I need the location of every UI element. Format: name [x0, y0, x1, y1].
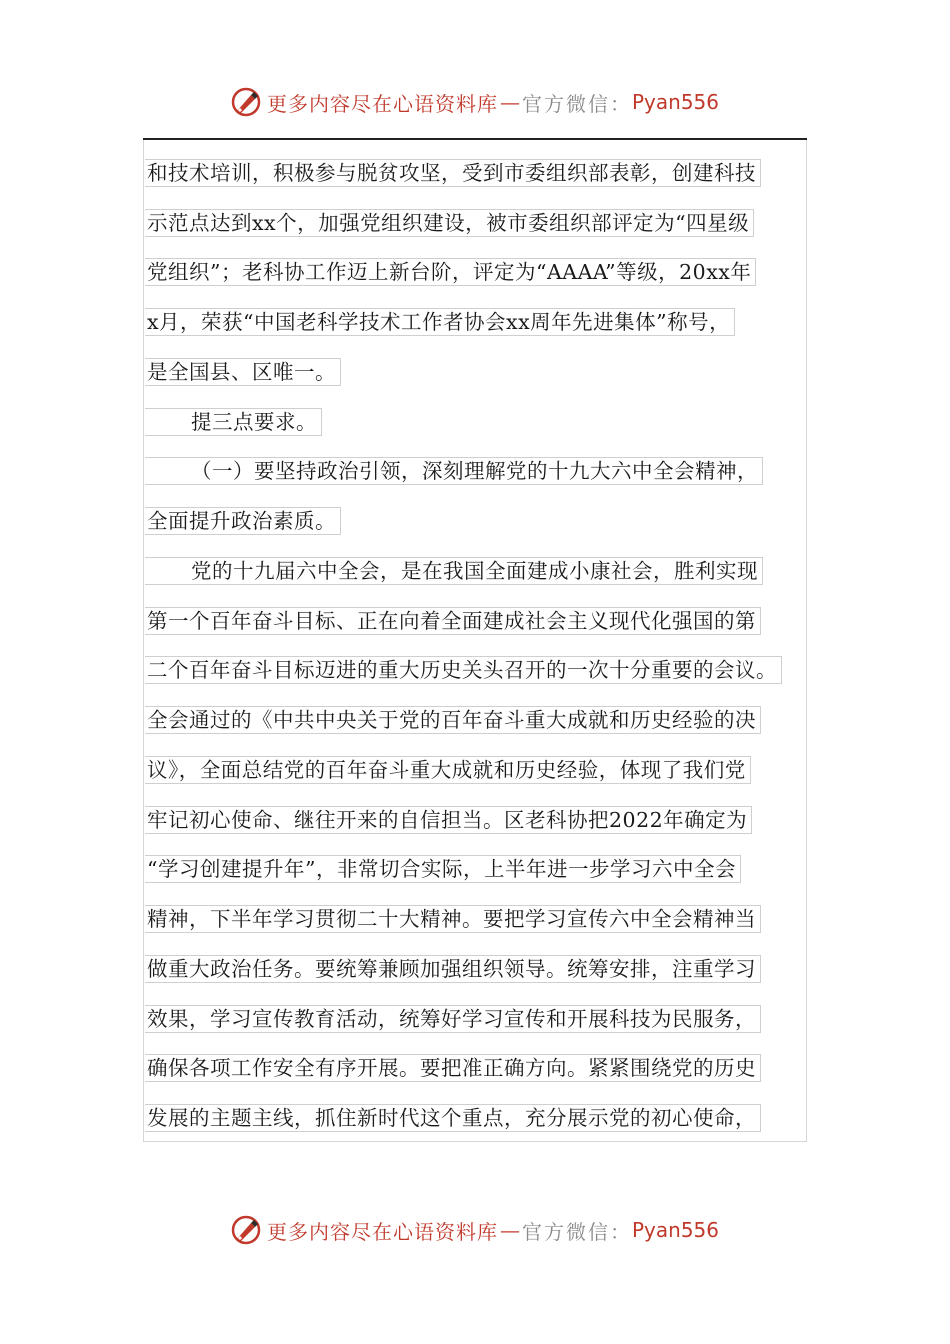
text-line: 做重大政治任务。要统筹兼顾加强组织领导。统筹安排，注重学习 — [145, 955, 761, 983]
text-line: 全面提升政治素质。 — [145, 507, 341, 535]
pen-nib-logo-icon — [231, 1215, 261, 1245]
text-line: 议》，全面总结党的百年奋斗重大成就和历史经验，体现了我们党 — [145, 756, 751, 784]
text-line: 是全国县、区唯一。 — [145, 358, 341, 386]
text-line: 提三点要求。 — [145, 408, 322, 436]
text-line: 全会通过的《中共中央关于党的百年奋斗重大成就和历史经验的决 — [145, 706, 761, 734]
footer-banner — [0, 1208, 950, 1252]
wechat-label: 官方微信： — [521, 1219, 632, 1244]
banner-dash: — — [499, 1218, 520, 1242]
site-slogan: 更多内容尽在心语资料库 — [266, 91, 498, 116]
text-line: 第一个百年奋斗目标、正在向着全面建成社会主义现代化强国的第 — [145, 607, 761, 635]
text-line: x月，荣获“中国老科学技术工作者协会xx周年先进集体”称号， — [145, 308, 735, 336]
text-line: 党组织”；老科协工作迈上新台阶，评定为“AAAA”等级，20xx年 — [145, 258, 756, 286]
text-line: （一）要坚持政治引领，深刻理解党的十九大六中全会精神， — [145, 457, 763, 485]
banner-dash: — — [499, 90, 520, 114]
header-banner — [0, 80, 950, 124]
text-line: 发展的主题主线，抓住新时代这个重点，充分展示党的初心使命， — [145, 1104, 761, 1132]
text-line: “学习创建提升年”，非常切合实际，上半年进一步学习六中全会 — [145, 855, 741, 883]
wechat-label: 官方微信： — [521, 91, 632, 116]
text-line: 二个百年奋斗目标迈进的重大历史关头召开的一次十分重要的会议。 — [145, 656, 782, 684]
content-frame — [143, 140, 807, 1142]
pen-nib-logo-icon — [231, 87, 261, 117]
text-line: 效果，学习宣传教育活动，统筹好学习宣传和开展科技为民服务， — [145, 1005, 761, 1033]
text-line: 确保各项工作安全有序开展。要把准正确方向。紧紧围绕党的历史 — [145, 1054, 761, 1082]
text-line: 党的十九届六中全会，是在我国全面建成小康社会，胜利实现 — [145, 557, 763, 585]
wechat-id: Pyan556 — [631, 90, 719, 114]
text-line: 和技术培训，积极参与脱贫攻坚，受到市委组织部表彰，创建科技 — [145, 159, 761, 187]
site-slogan: 更多内容尽在心语资料库 — [266, 1219, 498, 1244]
wechat-id: Pyan556 — [631, 1218, 719, 1242]
text-line: 示范点达到xx个，加强党组织建设，被市委组织部评定为“四星级 — [145, 209, 754, 237]
text-line: 牢记初心使命、继往开来的自信担当。区老科协把2022年确定为 — [145, 806, 752, 834]
text-line: 精神，下半年学习贯彻二十大精神。要把学习宣传六中全会精神当 — [145, 905, 761, 933]
